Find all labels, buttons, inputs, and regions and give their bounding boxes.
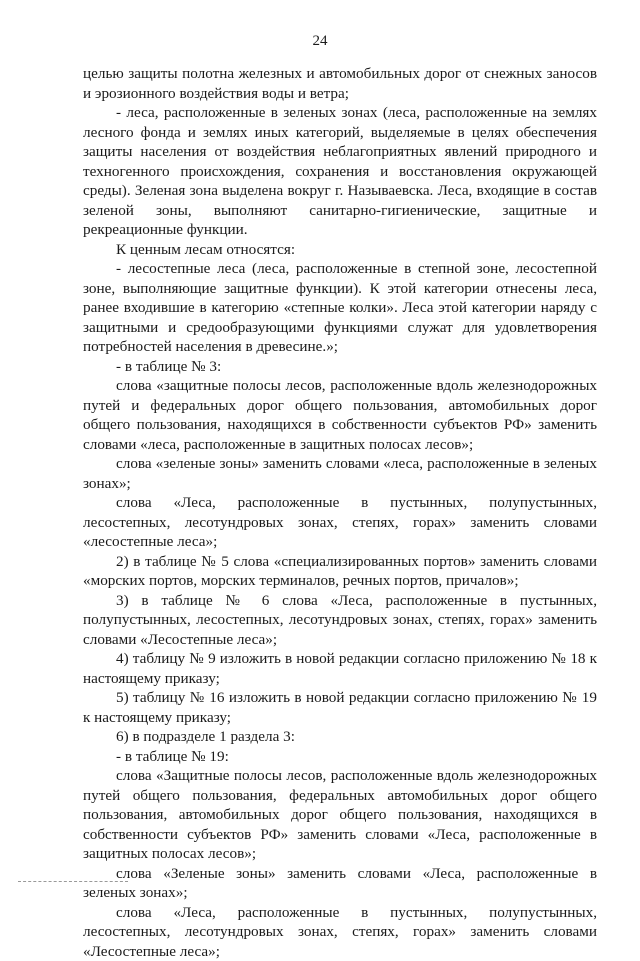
paragraph-5: - в таблице № 3: bbox=[83, 357, 597, 377]
paragraph-6: слова «защитные полосы лесов, расположенные вдоль железнодорожных путей и федеральных дорог общего пользования, автомобильных дорог общего пользования, находящихся в собственности субъектов РФ» заменить словами «леса, расположенные в защитных полосах лесов»; bbox=[83, 376, 597, 454]
paragraph-16: слова «Зеленые зоны» заменить словами «Леса, расположенные в зеленых зонах»; bbox=[83, 864, 597, 903]
paragraph-4: - лесостепные леса (леса, расположенные в степной зоне, лесостепной зоне, выполняющие защитные функции). К этой категории отнесены леса, ранее входившие в категорию «степные колки». Леса этой категории наряду с защитными и средообразующими функциями служат для удовлетворения потребностей населения в древесине.»; bbox=[83, 259, 597, 357]
footer-rule bbox=[18, 881, 128, 882]
paragraph-9: 2) в таблице № 5 слова «специализированных портов» заменить словами «морских портов, морских терминалов, речных портов, причалов»; bbox=[83, 552, 597, 591]
paragraph-3: К ценным лесам относятся: bbox=[83, 240, 597, 260]
paragraph-15: слова «Защитные полосы лесов, расположенные вдоль железнодорожных путей общего пользования, федеральных автомобильных дорог общего пользования, автомобильных дорог общего пользования, находящихся в собственности субъектов РФ» заменить словами «Леса, расположенные в защитных полосах лесов»; bbox=[83, 766, 597, 864]
paragraph-2: - леса, расположенные в зеленых зонах (леса, расположенные на землях лесного фонда и землях иных категорий, выделяемые в целях обеспечения защиты населения от воздействия неблагоприятных явлений природного и техногенного происхождения, сохранения и восстановления окружающей среды). Зеленая зона выделена вокруг г. Называевска. Леса, входящие в состав зеленой зоны, выполняют санитарно-гигиенические, защитные и рекреационные функции. bbox=[83, 103, 597, 240]
document-body bbox=[83, 64, 597, 961]
paragraph-13: 6) в подразделе 1 раздела 3: bbox=[83, 727, 597, 747]
paragraph-7: слова «зеленые зоны» заменить словами «леса, расположенные в зеленых зонах»; bbox=[83, 454, 597, 493]
paragraph-1: целью защиты полотна железных и автомобильных дорог от снежных заносов и эрозионного воздействия воды и ветра; bbox=[83, 64, 597, 103]
paragraph-10: 3) в таблице № 6 слова «Леса, расположенные в пустынных, полупустынных, лесостепных, лесотундровых зонах, степях, горах» заменить словами «Лесостепные леса»; bbox=[83, 591, 597, 650]
paragraph-12: 5) таблицу № 16 изложить в новой редакции согласно приложению № 19 к настоящему приказу; bbox=[83, 688, 597, 727]
paragraph-8: слова «Леса, расположенные в пустынных, полупустынных, лесостепных, лесотундровых зонах, степях, горах» заменить словами «лесостепные леса»; bbox=[83, 493, 597, 552]
paragraph-11: 4) таблицу № 9 изложить в новой редакции согласно приложению № 18 к настоящему приказу; bbox=[83, 649, 597, 688]
paragraph-14: - в таблице № 19: bbox=[83, 747, 597, 767]
paragraph-17: слова «Леса, расположенные в пустынных, полупустынных, лесостепных, лесотундровых зонах, степях, горах» заменить словами «Лесостепные леса»; bbox=[83, 903, 597, 961]
page-number: 24 bbox=[0, 33, 640, 50]
